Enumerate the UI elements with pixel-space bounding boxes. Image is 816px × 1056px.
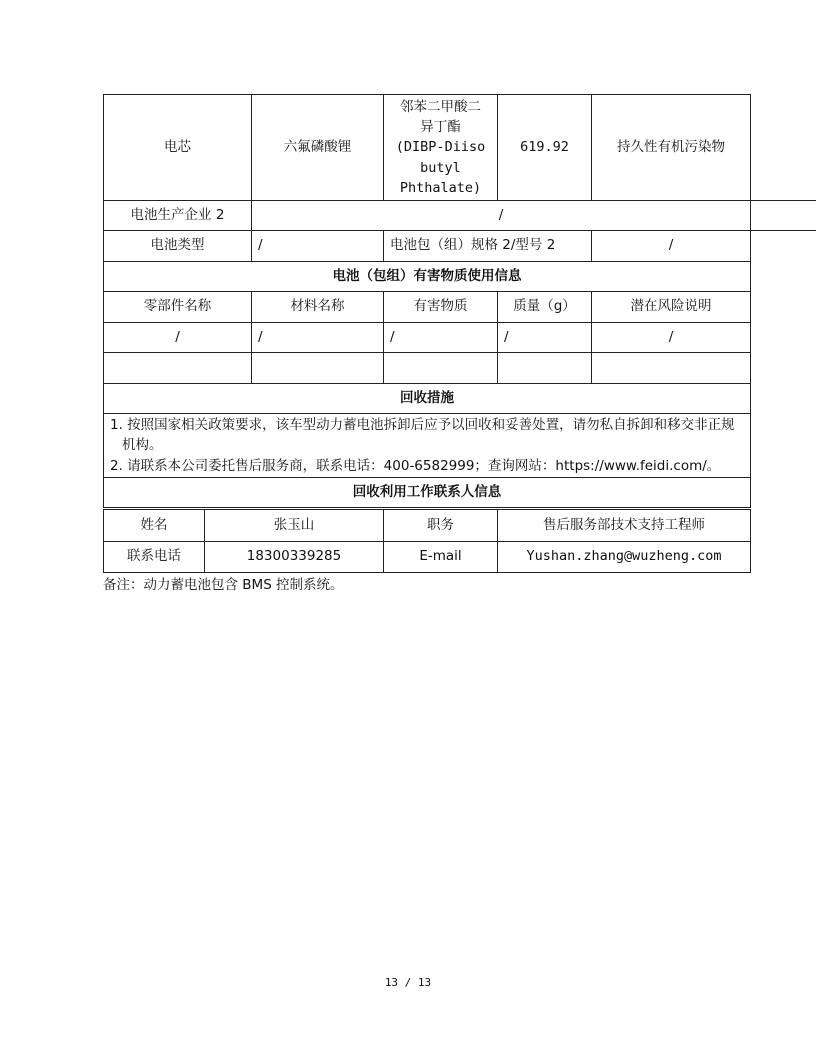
footnote: 备注：动力蓄电池包含 BMS 控制系统。 xyxy=(103,577,344,593)
email-value: Yushan.zhang@wuzheng.com xyxy=(498,542,751,573)
recycle-step: 1. 按照国家相关政策要求，该车型动力蓄电池拆卸后应予以回收和妥善处置，请勿私自拆卸和移交非正规机构。 xyxy=(110,417,735,454)
battery-type-label: 电池类型 xyxy=(104,231,252,262)
producer-label: 电池生产企业 2 xyxy=(104,201,252,231)
table-row xyxy=(104,384,751,414)
risk-cell: 持久性有机污染物 xyxy=(592,95,751,201)
table-row xyxy=(104,414,751,478)
column-header: 零部件名称 xyxy=(104,292,252,323)
table-row xyxy=(104,201,751,231)
empty-cell xyxy=(252,353,384,384)
empty-cell xyxy=(592,353,751,384)
table-row xyxy=(104,478,751,508)
substance-line: (DIBP-Diiso xyxy=(395,139,486,156)
substance-line: 邻苯二甲酸二 xyxy=(400,98,481,115)
email-label: E-mail xyxy=(384,542,498,573)
column-header: 材料名称 xyxy=(252,292,384,323)
material-name-cell: 六氟磷酸锂 xyxy=(252,95,384,201)
name-label: 姓名 xyxy=(104,510,205,542)
part-name-cell: 电芯 xyxy=(104,95,252,201)
column-header: 有害物质 xyxy=(384,292,498,323)
table-row xyxy=(104,95,751,201)
substance-line: 异丁酯 xyxy=(420,119,461,136)
table-row xyxy=(104,542,751,573)
phone-label: 联系电话 xyxy=(104,542,205,573)
table-cell: / xyxy=(384,323,498,353)
mass-cell: 619.92 xyxy=(498,95,592,201)
name-value: 张玉山 xyxy=(205,510,384,542)
substance-cell xyxy=(384,95,498,201)
table-cell: / xyxy=(252,323,384,353)
table-row xyxy=(104,231,751,262)
table-cell: / xyxy=(104,323,252,353)
table-row xyxy=(104,353,751,384)
battery-type-value: / xyxy=(252,231,384,262)
hazard-section-title: 电池（包组）有害物质使用信息 xyxy=(104,262,751,292)
recycle-section-title: 回收措施 xyxy=(104,384,751,414)
empty-cell xyxy=(498,353,592,384)
column-header: 质量（g） xyxy=(498,292,592,323)
recycle-steps-cell xyxy=(104,414,751,478)
pack-spec-label: 电池包（组）规格 2/型号 2 xyxy=(384,231,592,262)
producer-value: / xyxy=(252,201,751,231)
recycle-step: 2. 请联系本公司委托售后服务商，联系电话：400-6582999；查询网站：https://www.feidi.com/。 xyxy=(110,457,721,474)
empty-cell xyxy=(104,353,252,384)
table-rule-extension xyxy=(749,200,816,201)
table-row xyxy=(104,262,751,292)
substance-line: butyl xyxy=(420,159,461,176)
pack-spec-value: / xyxy=(592,231,751,262)
table-header-row xyxy=(104,292,751,323)
empty-cell xyxy=(384,353,498,384)
contact-section-title: 回收利用工作联系人信息 xyxy=(104,478,751,508)
table-rule-extension xyxy=(749,230,816,231)
table-cell: / xyxy=(498,323,592,353)
table-row xyxy=(104,323,751,353)
phone-value: 18300339285 xyxy=(205,542,384,573)
page-number: 13 / 13 xyxy=(384,976,432,989)
column-header: 潜在风险说明 xyxy=(592,292,751,323)
role-value: 售后服务部技术支持工程师 xyxy=(498,510,751,542)
hazard-info-table xyxy=(103,94,751,508)
table-cell: / xyxy=(592,323,751,353)
table-row xyxy=(104,510,751,542)
role-label: 职务 xyxy=(384,510,498,542)
contact-table xyxy=(103,509,751,573)
substance-line: Phthalate) xyxy=(399,179,482,196)
